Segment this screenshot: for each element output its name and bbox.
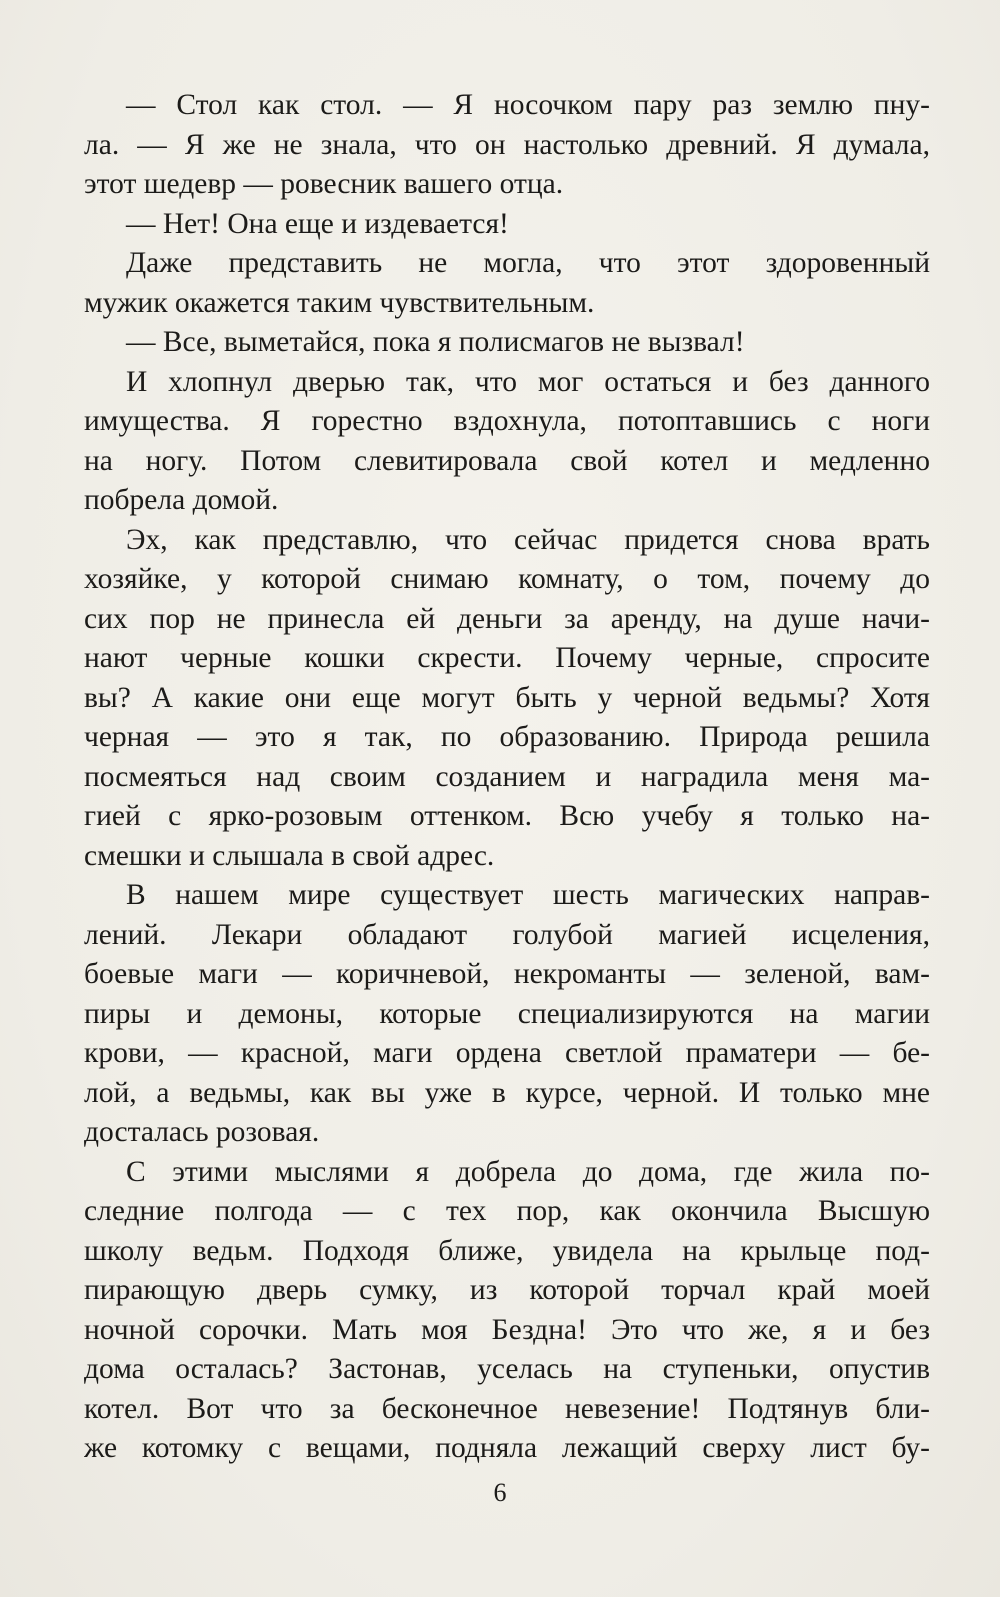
- text-line: гией с ярко-розовым оттенком. Всю учебу я только на-: [84, 800, 930, 832]
- text-line: смешки и слышала в свой адрес.: [84, 839, 495, 872]
- text-line: школу ведьм. Подходя ближе, увидела на крыльце под-: [84, 1234, 930, 1267]
- text-line: — Нет! Она еще и издевается!: [126, 207, 509, 240]
- text-line: хозяйке, у которой снимаю комнату, о том, почему до: [84, 563, 930, 595]
- text-line: боевые маги — коричневой, некроманты — зеленой, вам-: [84, 958, 930, 990]
- text-line: В нашем мире существует шесть магических направ-: [126, 879, 930, 911]
- text-line: на ногу. Потом слевитировала свой котел и медленно: [84, 444, 930, 477]
- text-line: посмеяться над своим созданием и наградила меня ма-: [84, 760, 930, 793]
- text-line: ночной сорочки. Мать моя Бездна! Это что же, я и без: [84, 1313, 930, 1346]
- text-line: черная — это я так, по образованию. Природа решила: [84, 721, 930, 753]
- text-line: Эх, как представлю, что сейчас придется снова врать: [126, 523, 930, 556]
- text-line: сих пор не принесла ей деньги за аренду, на душе начи-: [84, 602, 930, 635]
- text-line: имущества. Я горестно вздохнула, потоптавшись с ноги: [84, 405, 930, 437]
- text-line: — Стол как стол. — Я носочком пару раз землю пну-: [126, 89, 930, 121]
- text-line: пирающую дверь сумку, из которой торчал край моей: [84, 1274, 930, 1306]
- text-line: ла. — Я же не знала, что он настолько древний. Я думала,: [84, 128, 930, 161]
- page-number: 6: [493, 1478, 507, 1507]
- text-line: вы? А какие они еще могут быть у черной ведьмы? Хотя: [84, 681, 930, 714]
- text-line: Даже представить не могла, что этот здоровенный: [126, 247, 930, 279]
- text-line: лой, а ведьмы, как вы уже в курсе, черной. И только мне: [84, 1076, 930, 1109]
- text-line: пиры и демоны, которые специализируются на магии: [84, 997, 930, 1030]
- text-line: котел. Вот что за бесконечное невезение! Подтянув бли-: [84, 1392, 930, 1425]
- text-line: дома осталась? Застонав, уселась на ступеньки, опустив: [84, 1353, 930, 1385]
- text-line: же котомку с вещами, подняла лежащий сверху лист бу-: [84, 1432, 930, 1464]
- text-line: С этими мыслями я добрела до дома, где жила по-: [126, 1155, 930, 1188]
- text-line: нают черные кошки скрести. Почему черные, спросите: [84, 642, 930, 674]
- text-line: лений. Лекари обладают голубой магией исцеления,: [84, 918, 930, 951]
- text-line: этот шедевр — ровесник вашего отца.: [84, 168, 564, 200]
- text-line: И хлопнул дверью так, что мог остаться и без данного: [126, 365, 930, 398]
- text-line: побрела домой.: [84, 484, 279, 516]
- body-text: [84, 86, 930, 1469]
- text-line: крови, — красной, маги ордена светлой праматери — бе-: [84, 1037, 930, 1069]
- text-line: следние полгода — с тех пор, как окончила Высшую: [84, 1195, 930, 1227]
- text-line: досталась розовая.: [84, 1116, 320, 1148]
- text-line: — Все, выметайся, пока я полисмагов не вызвал!: [126, 326, 745, 358]
- text-line: мужик окажется таким чувствительным.: [84, 286, 595, 319]
